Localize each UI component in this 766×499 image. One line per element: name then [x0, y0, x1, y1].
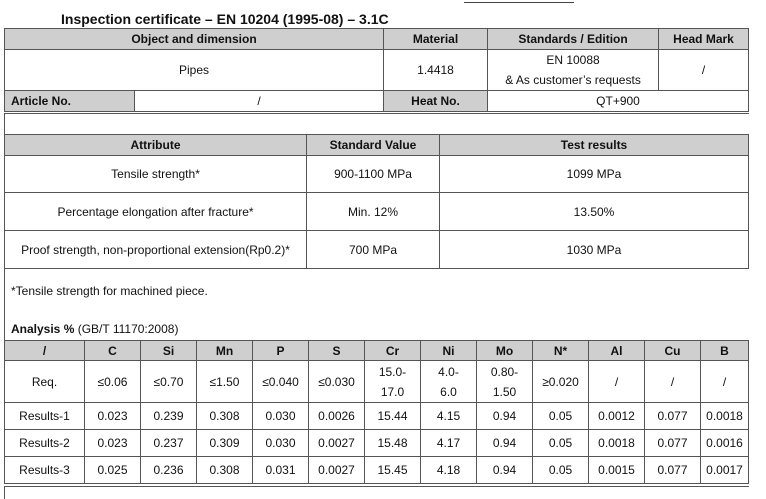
- col-header: C: [85, 341, 141, 361]
- requirement-row: [5, 361, 749, 403]
- req-c: ≤0.06: [85, 361, 141, 403]
- heat-value: QT+900: [488, 91, 749, 112]
- material-value: 1.4418: [384, 50, 488, 91]
- result-cell: 15.45: [365, 457, 421, 484]
- result-cell: 0.023: [85, 403, 141, 430]
- req-mo-line-2: 1.50: [492, 384, 517, 399]
- result-cell: 0.239: [141, 403, 197, 430]
- req-b: /: [701, 361, 749, 403]
- result-cell: 0.0017: [701, 457, 749, 484]
- standards-value: [488, 50, 659, 91]
- result-cell: 4.17: [421, 430, 477, 457]
- analysis-header-row: [5, 341, 749, 361]
- header-standard-value: Standard Value: [307, 135, 440, 156]
- attribute-cell: Proof strength, non-proportional extension(Rp0.2)*: [5, 231, 307, 269]
- col-header: /: [5, 341, 85, 361]
- result-cell: 4.18: [421, 457, 477, 484]
- header-object-dimension: Object and dimension: [5, 29, 384, 50]
- analysis-table: [4, 340, 749, 484]
- cut-off-header-text: [330, 0, 590, 2]
- attribute-cell: Tensile strength*: [5, 156, 307, 193]
- result-cell: 0.309: [197, 430, 253, 457]
- req-al: /: [589, 361, 645, 403]
- col-header: Ni: [421, 341, 477, 361]
- req-cr: [365, 361, 421, 403]
- result-cell: 0.94: [477, 403, 533, 430]
- req-ni-line-2: 6.0: [440, 384, 457, 399]
- req-mo: [477, 361, 533, 403]
- req-s: ≤0.030: [309, 361, 365, 403]
- result-cell: 0.94: [477, 457, 533, 484]
- result-cell: 0.030: [253, 403, 309, 430]
- head-mark-value: /: [659, 50, 749, 91]
- article-label: Article No.: [5, 91, 135, 112]
- col-header: S: [309, 341, 365, 361]
- standard-cell: 900-1100 MPa: [307, 156, 440, 193]
- result-cell: 0.031: [253, 457, 309, 484]
- col-header: P: [253, 341, 309, 361]
- analysis-title-bold: Analysis %: [11, 322, 75, 336]
- req-ni: [421, 361, 477, 403]
- result-cell: 13.50%: [440, 193, 749, 231]
- cut-off-text: [330, 0, 408, 1]
- analysis-standard: (GB/T 11170:2008): [74, 322, 179, 336]
- col-header: Cu: [645, 341, 701, 361]
- result-cell: 0.94: [477, 430, 533, 457]
- result-cell: 4.15: [421, 403, 477, 430]
- result-cell: 0.0027: [309, 457, 365, 484]
- result-cell: 0.05: [533, 403, 589, 430]
- header-standards: Standards / Edition: [488, 29, 659, 50]
- result-cell: 0.05: [533, 430, 589, 457]
- col-header: Mn: [197, 341, 253, 361]
- result-cell: 0.023: [85, 430, 141, 457]
- object-value: Pipes: [5, 50, 384, 91]
- col-header: B: [701, 341, 749, 361]
- result-cell: 0.0012: [589, 403, 645, 430]
- req-label: Req.: [5, 361, 85, 403]
- col-header: Cr: [365, 341, 421, 361]
- bottom-border-area: [4, 486, 749, 499]
- req-cr-line-2: 17.0: [380, 384, 405, 399]
- result-cell: 15.44: [365, 403, 421, 430]
- col-header: Si: [141, 341, 197, 361]
- result-cell: 0.236: [141, 457, 197, 484]
- result-cell: 0.0015: [589, 457, 645, 484]
- req-p: ≤0.040: [253, 361, 309, 403]
- col-header: N*: [533, 341, 589, 361]
- result-cell: 0.030: [253, 430, 309, 457]
- result-cell: 0.308: [197, 403, 253, 430]
- result-cell: 0.0026: [309, 403, 365, 430]
- attribute-cell: Percentage elongation after fracture*: [5, 193, 307, 231]
- result-cell: 15.48: [365, 430, 421, 457]
- result-label: Results-1: [5, 403, 85, 430]
- product-table: [4, 28, 749, 112]
- header-attribute: Attribute: [5, 135, 307, 156]
- standard-cell: 700 MPa: [307, 231, 440, 269]
- standard-line-2: & As customer’s requests: [505, 73, 641, 87]
- result-label: Results-2: [5, 430, 85, 457]
- result-cell: 1030 MPa: [440, 231, 749, 269]
- req-si: ≤0.70: [141, 361, 197, 403]
- header-material: Material: [384, 29, 488, 50]
- certificate-title: Inspection certificate – EN 10204 (1995-08) – 3.1C: [61, 11, 389, 27]
- col-header: Mo: [477, 341, 533, 361]
- result-cell: 0.0016: [701, 430, 749, 457]
- req-cr-line-1: 15.0-: [378, 364, 407, 379]
- spacer-row: [4, 113, 749, 135]
- result-cell: 0.077: [645, 403, 701, 430]
- header-test-results: Test results: [440, 135, 749, 156]
- req-cu: /: [645, 361, 701, 403]
- standard-cell: Min. 12%: [307, 193, 440, 231]
- header-head-mark: Head Mark: [659, 29, 749, 50]
- result-cell: 0.05: [533, 457, 589, 484]
- result-cell: 0.0027: [309, 430, 365, 457]
- mechanical-table: [4, 134, 749, 269]
- req-n: ≥0.020: [533, 361, 589, 403]
- result-cell: 0.077: [645, 430, 701, 457]
- result-cell: 0.025: [85, 457, 141, 484]
- table-row: [5, 403, 749, 430]
- table-row: [5, 430, 749, 457]
- result-cell: 0.237: [141, 430, 197, 457]
- result-cell: 0.308: [197, 457, 253, 484]
- table-row: [5, 193, 749, 231]
- table-row: [5, 231, 749, 269]
- result-cell: 1099 MPa: [440, 156, 749, 193]
- result-cell: 0.077: [645, 457, 701, 484]
- col-header: Al: [589, 341, 645, 361]
- table-row: [5, 457, 749, 484]
- req-mn: ≤1.50: [197, 361, 253, 403]
- result-cell: 0.0018: [701, 403, 749, 430]
- standard-line-1: EN 10088: [546, 53, 600, 67]
- heat-label: Heat No.: [384, 91, 488, 112]
- result-cell: 0.0018: [589, 430, 645, 457]
- req-ni-line-1: 4.0-: [438, 364, 459, 379]
- req-mo-line-1: 0.80-: [490, 364, 519, 379]
- analysis-title: [11, 322, 178, 336]
- tensile-note: *Tensile strength for machined piece.: [11, 284, 208, 298]
- article-value: /: [135, 91, 384, 112]
- result-label: Results-3: [5, 457, 85, 484]
- table-row: [5, 156, 749, 193]
- underline: [464, 2, 574, 3]
